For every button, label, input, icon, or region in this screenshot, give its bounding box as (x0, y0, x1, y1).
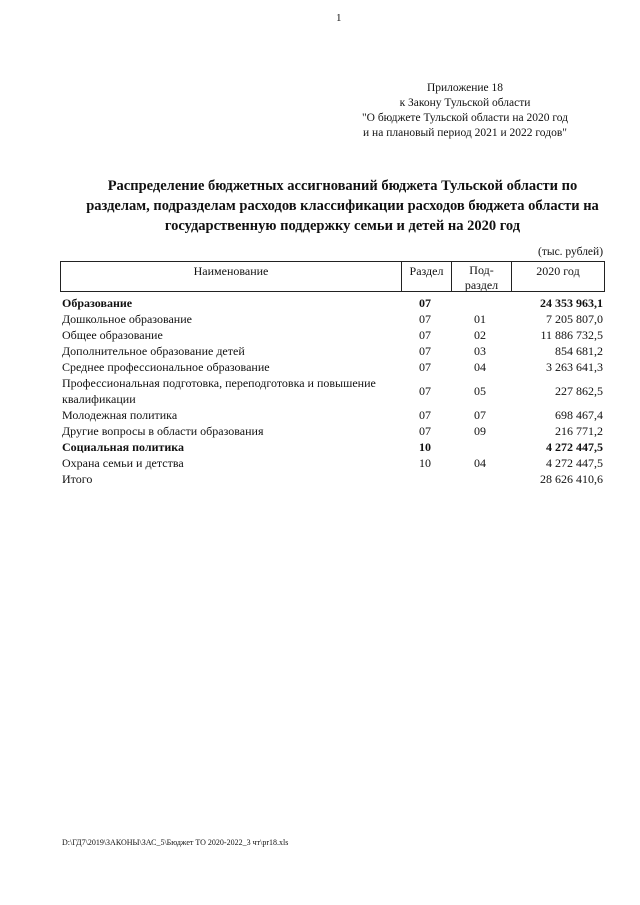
row-podrazdel: 02 (474, 328, 486, 342)
row-value: 698 467,4 (555, 408, 603, 422)
table-header (60, 261, 605, 292)
row-razdel: 10 (419, 456, 431, 470)
header-year: 2020 год (511, 262, 604, 291)
table-row (60, 423, 605, 439)
title-line: государственную поддержку семьи и детей на 2020 год (164, 218, 521, 234)
row-value: 28 626 410,6 (540, 472, 603, 486)
row-value: 7 205 807,0 (546, 312, 603, 326)
appendix-reference (350, 81, 580, 141)
row-razdel: 07 (419, 296, 431, 310)
row-razdel: 07 (419, 360, 431, 374)
row-name: Итого (62, 472, 93, 486)
row-value: 216 771,2 (555, 424, 603, 438)
row-name: Профессиональная подготовка, переподготовка и повышение квалификации (62, 376, 376, 406)
table-row (60, 439, 605, 455)
row-name: Дошкольное образование (62, 312, 192, 326)
appendix-line: к Закону Тульской области (399, 97, 531, 109)
row-podrazdel: 09 (474, 424, 486, 438)
header-podrazdel-line: Под- (469, 263, 494, 277)
table-row (60, 295, 605, 311)
row-razdel: 07 (419, 424, 431, 438)
row-name: Образование (62, 296, 133, 310)
row-value: 227 862,5 (555, 384, 603, 398)
table-row (60, 359, 605, 375)
header-podrazdel (451, 262, 511, 291)
page-number: 1 (336, 12, 342, 24)
appendix-line: Приложение 18 (426, 82, 504, 94)
title-line: Распределение бюджетных ассигнований бюджета Тульской области по (107, 178, 578, 194)
row-value: 854 681,2 (555, 344, 603, 358)
row-razdel: 07 (419, 312, 431, 326)
row-name: Дополнительное образование детей (62, 344, 245, 358)
row-podrazdel: 04 (474, 360, 486, 374)
row-name: Социальная политика (62, 440, 185, 454)
header-name: Наименование (193, 264, 269, 278)
row-name: Другие вопросы в области образования (62, 424, 264, 438)
header-podrazdel-line: раздел (464, 278, 499, 292)
row-podrazdel: 04 (474, 456, 486, 470)
table-row (60, 471, 605, 487)
table-row (60, 375, 605, 407)
table-row (60, 455, 605, 471)
row-name: Охрана семьи и детства (62, 456, 184, 470)
row-razdel: 07 (419, 328, 431, 342)
header-razdel: Раздел (401, 262, 451, 291)
row-podrazdel: 01 (474, 312, 486, 326)
table-body (60, 295, 605, 487)
row-value: 4 272 447,5 (546, 456, 603, 470)
title-line: разделам, подразделам расходов классификации расходов бюджета области на (86, 198, 599, 214)
row-name: Молодежная политика (62, 408, 178, 422)
row-value: 24 353 963,1 (540, 296, 603, 310)
row-podrazdel: 05 (474, 384, 486, 398)
appendix-line: "О бюджете Тульской области на 2020 год (361, 112, 569, 124)
appendix-line: и на плановый период 2021 и 2022 годов" (363, 127, 567, 139)
row-podrazdel: 07 (474, 408, 486, 422)
row-name: Среднее профессиональное образование (62, 360, 270, 374)
row-name: Общее образование (62, 328, 163, 342)
row-razdel: 10 (419, 440, 431, 454)
document-title (70, 176, 615, 236)
file-path-footer: D:\ГД7\2019\ЗАКОНЫ\ЗАС_5\Бюджет ТО 2020-2022_3 чт\pr18.xls (62, 838, 289, 847)
row-razdel: 07 (419, 344, 431, 358)
row-podrazdel: 03 (474, 344, 486, 358)
table-row (60, 327, 605, 343)
row-razdel: 07 (419, 408, 431, 422)
row-razdel: 07 (419, 384, 431, 398)
table-row (60, 343, 605, 359)
unit-label: (тыс. рублей) (538, 246, 604, 258)
row-value: 3 263 641,3 (546, 360, 603, 374)
row-value: 4 272 447,5 (546, 440, 603, 454)
table-row (60, 407, 605, 423)
row-value: 11 886 732,5 (540, 328, 603, 342)
table-row (60, 311, 605, 327)
